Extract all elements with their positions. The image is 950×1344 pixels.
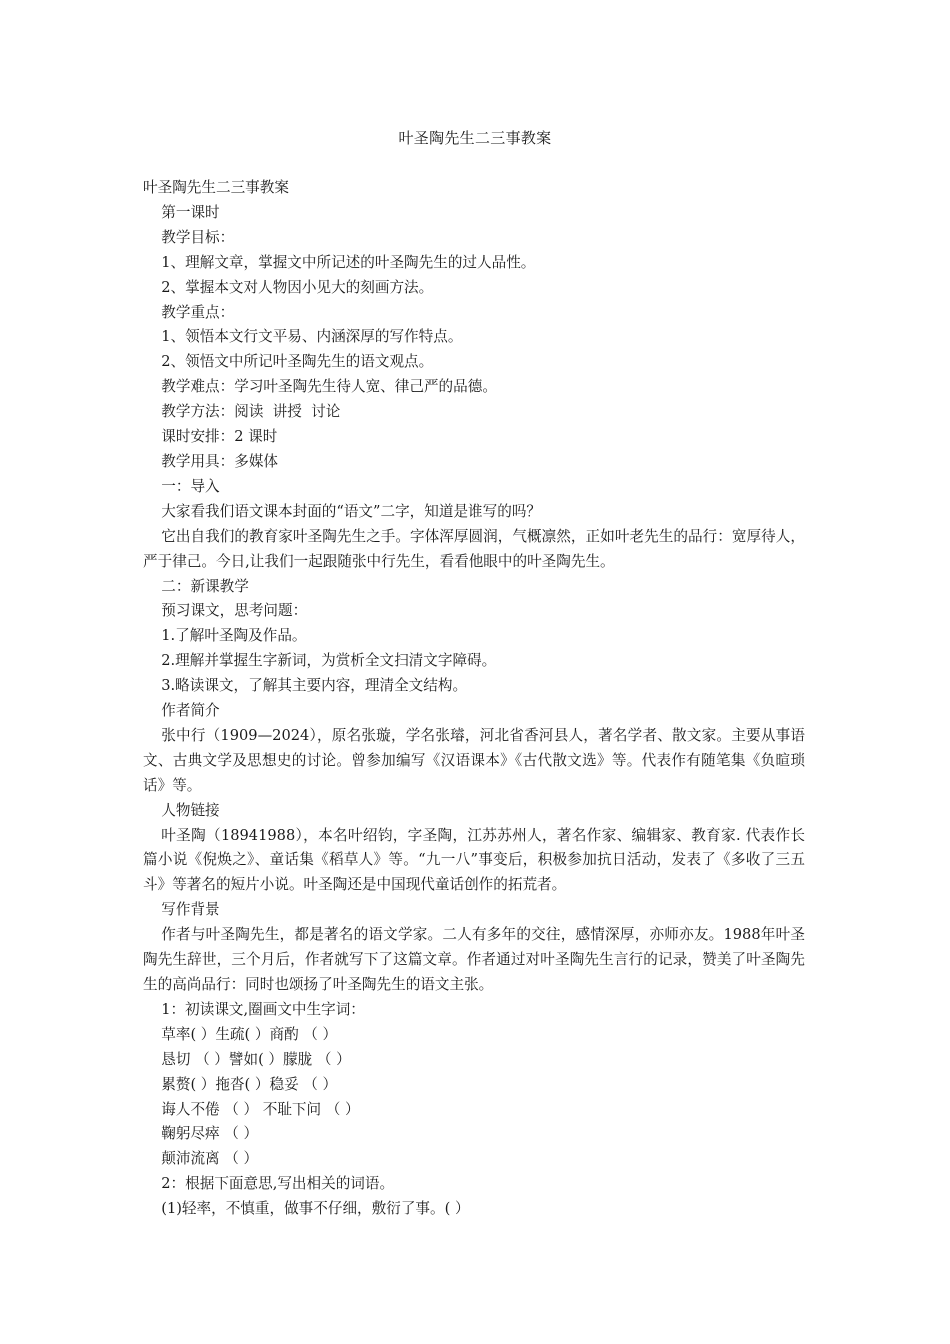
author-intro-heading: 作者简介	[161, 702, 220, 720]
difficulty-line: 教学难点：学习叶圣陶先生待人宽、律己严的品德。	[161, 378, 497, 396]
vocab-row-3: 累赘( ）拖沓( ）稳妥 （ ）	[161, 1075, 338, 1093]
section-lesson-1: 第一课时	[161, 203, 220, 221]
exercise-2-item-1: (1)轻率，不慎重，做事不仔细，敷衍了事。( ）	[161, 1200, 470, 1218]
vocab-row-6: 颠沛流离 （ ）	[161, 1150, 259, 1168]
exercise-1-heading: 1：初读课文,圈画文中生字词：	[161, 1000, 365, 1018]
tools-line: 教学用具：多媒体	[161, 452, 279, 470]
document-title: 叶圣陶先生二三事教案	[398, 129, 552, 147]
schedule-line: 课时安排：2 课时	[161, 428, 278, 446]
intro-question: 大家看我们语文课本封面的“语文”二字，知道是谁写的吗？	[161, 502, 542, 520]
preview-item-3: 3.略读课文，了解其主要内容，理清全文结构。	[161, 677, 468, 695]
person-link-heading: 人物链接	[161, 801, 220, 819]
section-focus-label: 教学重点：	[161, 303, 235, 321]
section-intro-heading: 一：导入	[161, 477, 220, 495]
person-link-paragraph: 叶圣陶（18941988），本名叶绍钧，字圣陶，江苏苏州人，著名作家、编辑家、教育家. 代表作长篇小说《倪焕之》、童话集《稻草人》等。“九一八”事变后，积极参加抗日活动，发表了《多收了三五斗》等著名的短片小说。叶圣陶还是中国现代童话创作的拓荒者。	[143, 826, 805, 894]
section-new-lesson-heading: 二：新课教学	[161, 577, 249, 595]
document-body	[143, 176, 805, 1222]
method-line: 教学方法：阅读 讲授 讨论	[161, 403, 341, 421]
author-intro-paragraph: 张中行（1909—2024），原名张璇，学名张璿，河北省香河县人，著名学者、散文家。主要从事语文、古典文学及思想史的讨论。曾参加编写《汉语课本》《古代散文选》等。代表作有随笔集《负暄琐话》等。	[143, 726, 805, 794]
section-goals-label: 教学目标：	[161, 228, 235, 246]
exercise-2-heading: 2：根据下面意思,写出相关的词语。	[161, 1175, 395, 1193]
vocab-row-4: 诲人不倦 （ ） 不耻下问 （ ）	[161, 1100, 360, 1118]
body-heading: 叶圣陶先生二三事教案	[143, 179, 289, 196]
preview-item-2: 2.理解并掌握生字新词，为赏析全文扫清文字障碍。	[161, 652, 497, 670]
focus-item-2: 2、领悟文中所记叶圣陶先生的语文观点。	[161, 353, 434, 371]
background-heading: 写作背景	[161, 901, 220, 919]
vocab-row-2: 恳切 （ ）譬如( ）朦胧 （ ）	[161, 1050, 351, 1068]
vocab-row-1: 草率( ）生疏( ）商酌 （ ）	[161, 1025, 338, 1043]
goal-item-1: 1、理解文章，掌握文中所记述的叶圣陶先生的过人品性。	[161, 253, 536, 271]
background-paragraph: 作者与叶圣陶先生，都是著名的语文学家。二人有多年的交往，感情深厚，亦师亦友。1988年叶圣陶先生辞世，三个月后，作者就写下了这篇文章。作者通过对叶圣陶先生言行的记录，赞美了叶圣陶先生的高尚品行：同时也颂扬了叶圣陶先生的语文主张。	[143, 926, 805, 993]
preview-item-1: 1.了解叶圣陶及作品。	[161, 627, 307, 645]
preview-instructions: 预习课文，思考问题：	[161, 602, 308, 620]
intro-paragraph: 它出自我们的教育家叶圣陶先生之手。字体浑厚圆润，气概凛然，正如叶老先生的品行：宽厚待人，严于律己。今日,让我们一起跟随张中行先生，看看他眼中的叶圣陶先生。	[143, 527, 805, 570]
focus-item-1: 1、领悟本文行文平易、内涵深厚的写作特点。	[161, 328, 463, 346]
goal-item-2: 2、掌握本文对人物因小见大的刻画方法。	[161, 278, 434, 296]
vocab-row-5: 鞠躬尽瘁 （ ）	[161, 1125, 259, 1143]
